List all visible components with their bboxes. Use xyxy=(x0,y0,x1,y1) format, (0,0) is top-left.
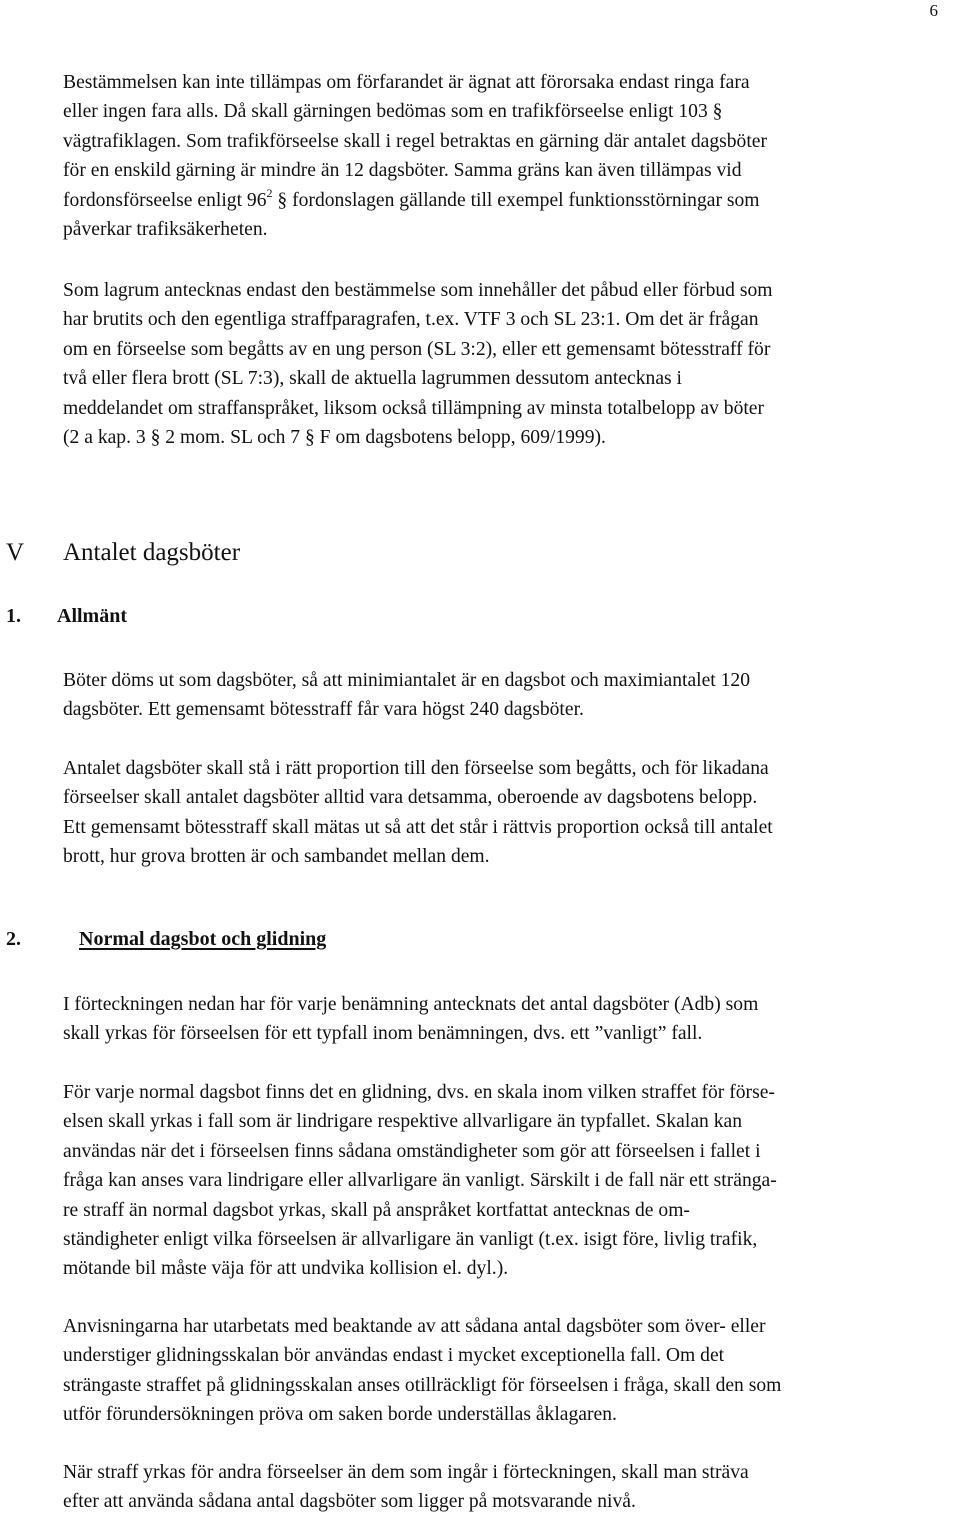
text-line: utför förundersökningen pröva om saken borde underställas åklagaren. xyxy=(63,1404,617,1426)
text-line: påverkar trafiksäkerheten. xyxy=(63,219,268,241)
text-fragment: § fordonslagen gällande till exempel funktionsstörningar som xyxy=(272,189,760,211)
text-line: dagsböter. Ett gemensamt bötesstraff får vara högst 240 dagsböter. xyxy=(63,699,584,721)
text-line: användas när det i förseelsen finns sådana omständigheter som gör att förseelsen i fallet i xyxy=(63,1140,761,1162)
text-line: För varje normal dagsbot finns det en glidning, dvs. en skala inom vilken straffet för förse- xyxy=(63,1082,775,1103)
page-number: 6 xyxy=(929,1,938,20)
paragraph-instructions xyxy=(63,1312,960,1430)
text-line: understiger glidningsskalan bör användas endast i mycket exceptionella fall. Om det xyxy=(63,1345,725,1367)
text-line: Som lagrum antecknas endast den bestämmelse som innehåller det påbud eller förbud som xyxy=(63,280,773,301)
heading-normal-day-fine: Normal dagsbot och glidning xyxy=(79,928,327,950)
text-line: ständigheter enligt vilka förseelsen är allvarligare än vanligt (t.ex. isigt före, livlig trafik, xyxy=(63,1229,758,1251)
text-line: elsen skall yrkas i fall som är lindrigare respektive allvarligare än typfallet. Skalan kan xyxy=(63,1111,743,1133)
paragraph-list-intro xyxy=(63,990,960,1049)
text-line: eller ingen fara alls. Då skall gärningen bedömas som en trafikförseelse enligt 103 § xyxy=(63,101,723,123)
heading-number-2: 2. xyxy=(6,928,21,950)
text-line: När straff yrkas för andra förseelser än dem som ingår i förteckningen, skall man sträva xyxy=(63,1462,749,1483)
paragraph-glide-scale xyxy=(63,1078,960,1284)
paragraph-legal-provision xyxy=(63,276,960,452)
text-line: Bestämmelsen kan inte tillämpas om förfarandet är ägnat att förorsaka endast ringa fara xyxy=(63,72,750,93)
text-line: strängaste straffet på glidningsskalan anses otillräckligt för förseelsen i fråga, skall den som xyxy=(63,1374,782,1396)
text-line: Anvisningarna har utarbetats med beaktande av att sådana antal dagsböter som över- eller xyxy=(63,1316,766,1337)
text-line: för en enskild gärning är mindre än 12 dagsböter. Samma gräns kan även tillämpas vid xyxy=(63,160,742,182)
paragraph-other-offences xyxy=(63,1458,960,1517)
text-line: (2 a kap. 3 § 2 mom. SL och 7 § F om dagsbotens belopp, 609/1999). xyxy=(63,427,606,449)
text-line: mötande bil måste väja för att undvika kollision el. dyl.). xyxy=(63,1258,509,1280)
text-line: skall yrkas för förseelsen för ett typfall inom benämningen, dvs. ett ”vanligt” fall. xyxy=(63,1023,703,1045)
text-line: har brutits och den egentliga straffparagrafen, t.ex. VTF 3 och SL 23:1. Om det är frågan xyxy=(63,309,759,331)
paragraph-traffic-offence xyxy=(63,68,960,244)
paragraph-day-fines xyxy=(63,666,960,725)
section-letter: V xyxy=(6,539,25,566)
text-line xyxy=(63,186,960,215)
text-line: Antalet dagsböter skall stå i rätt proportion till den förseelse som begåtts, och för likadana xyxy=(63,758,769,779)
text-line: efter att använda sådana antal dagsböter som ligger på motsvarande nivå. xyxy=(63,1491,636,1513)
heading-number-1: 1. xyxy=(6,605,21,627)
paragraph-proportion xyxy=(63,754,960,872)
text-line: förseelser skall antalet dagsböter alltid vara detsamma, oberoende av dagsbotens belopp. xyxy=(63,787,758,809)
text-line: meddelandet om straffanspråket, liksom också tillämpning av minsta totalbelopp av böter xyxy=(63,397,765,419)
text-line: re straff än normal dagsbot yrkas, skall på anspråket kortfattat antecknas de om- xyxy=(63,1199,690,1221)
heading-general: Allmänt xyxy=(57,605,127,627)
text-line: om en förseelse som begåtts av en ung person (SL 3:2), eller ett gemensamt bötesstraff för xyxy=(63,338,771,360)
text-line: I förteckningen nedan har för varje benämning antecknats det antal dagsböter (Adb) som xyxy=(63,994,759,1015)
text-line: Böter döms ut som dagsböter, så att minimiantalet är en dagsbot och maximiantalet 120 xyxy=(63,670,751,691)
section-title: Antalet dagsböter xyxy=(63,539,241,566)
superscript: 2 xyxy=(266,185,273,200)
text-line: vägtrafiklagen. Som trafikförseelse skall i regel betraktas en gärning där antalet dagsböter xyxy=(63,130,768,152)
text-fragment: fordonsförseelse enligt 96 xyxy=(63,189,267,211)
text-line: Ett gemensamt bötesstraff skall mätas ut så att det står i rättvis proportion också till antalet xyxy=(63,816,773,838)
text-line: två eller flera brott (SL 7:3), skall de aktuella lagrummen dessutom antecknas i xyxy=(63,368,683,390)
text-line: fråga kan anses vara lindrigare eller allvarligare än vanligt. Särskilt i de fall när ett stränga- xyxy=(63,1170,777,1192)
text-line: brott, hur grova brotten är och sambandet mellan dem. xyxy=(63,846,490,868)
